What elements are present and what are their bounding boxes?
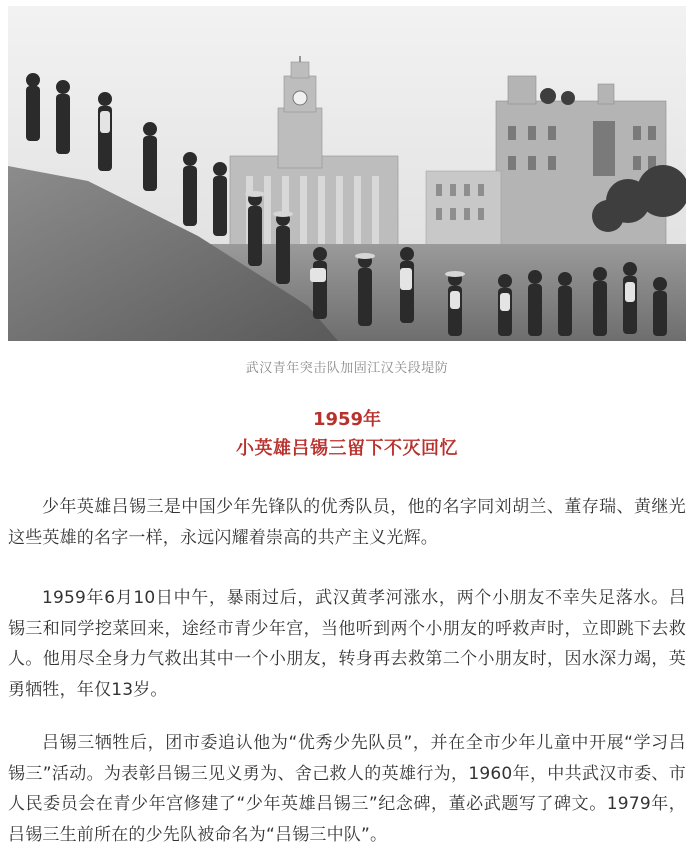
photo-caption: 武汉青年突击队加固江汉关段堤防 xyxy=(245,361,449,376)
paragraph-legacy: 吕锡三牺牲后，团市委追认他为“优秀少先队员”，并在全市少年儿童中开展“学习吕锡三”活动。为表彰吕锡三见义勇为、舍己救人的英雄行为，1960年，中共武汉市委、市人民委员会在青少年宫修建了“少年英雄吕锡三”纪念碑，董必武题写了碑文。1979年，吕锡三生前所在的少先队被命名为“吕锡三中队”。 xyxy=(8,733,686,845)
paragraph-event: 1959年6月10日中午，暴雨过后，武汉黄孝河涨水，两个小朋友不幸失足落水。吕锡三和同学挖菜回来，途经市青少年宫，当他听到两个小朋友的呼救声时，立即跳下去救人。他用尽全身力气救出其中一个小朋友，转身再去救第二个小朋友时，因水深力竭，英勇牺牲，年仅13岁。 xyxy=(8,588,686,700)
paragraph-intro: 少年英雄吕锡三是中国少年先锋队的优秀队员，他的名字同刘胡兰、董存瑞、黄继光这些英雄的名字一样，永远闪耀着崇高的共产主义光辉。 xyxy=(8,497,686,548)
section-year: 1959年 xyxy=(312,409,382,430)
section-subtitle: 小英雄吕锡三留下不灭回忆 xyxy=(236,438,458,459)
historical-photo xyxy=(8,6,686,341)
